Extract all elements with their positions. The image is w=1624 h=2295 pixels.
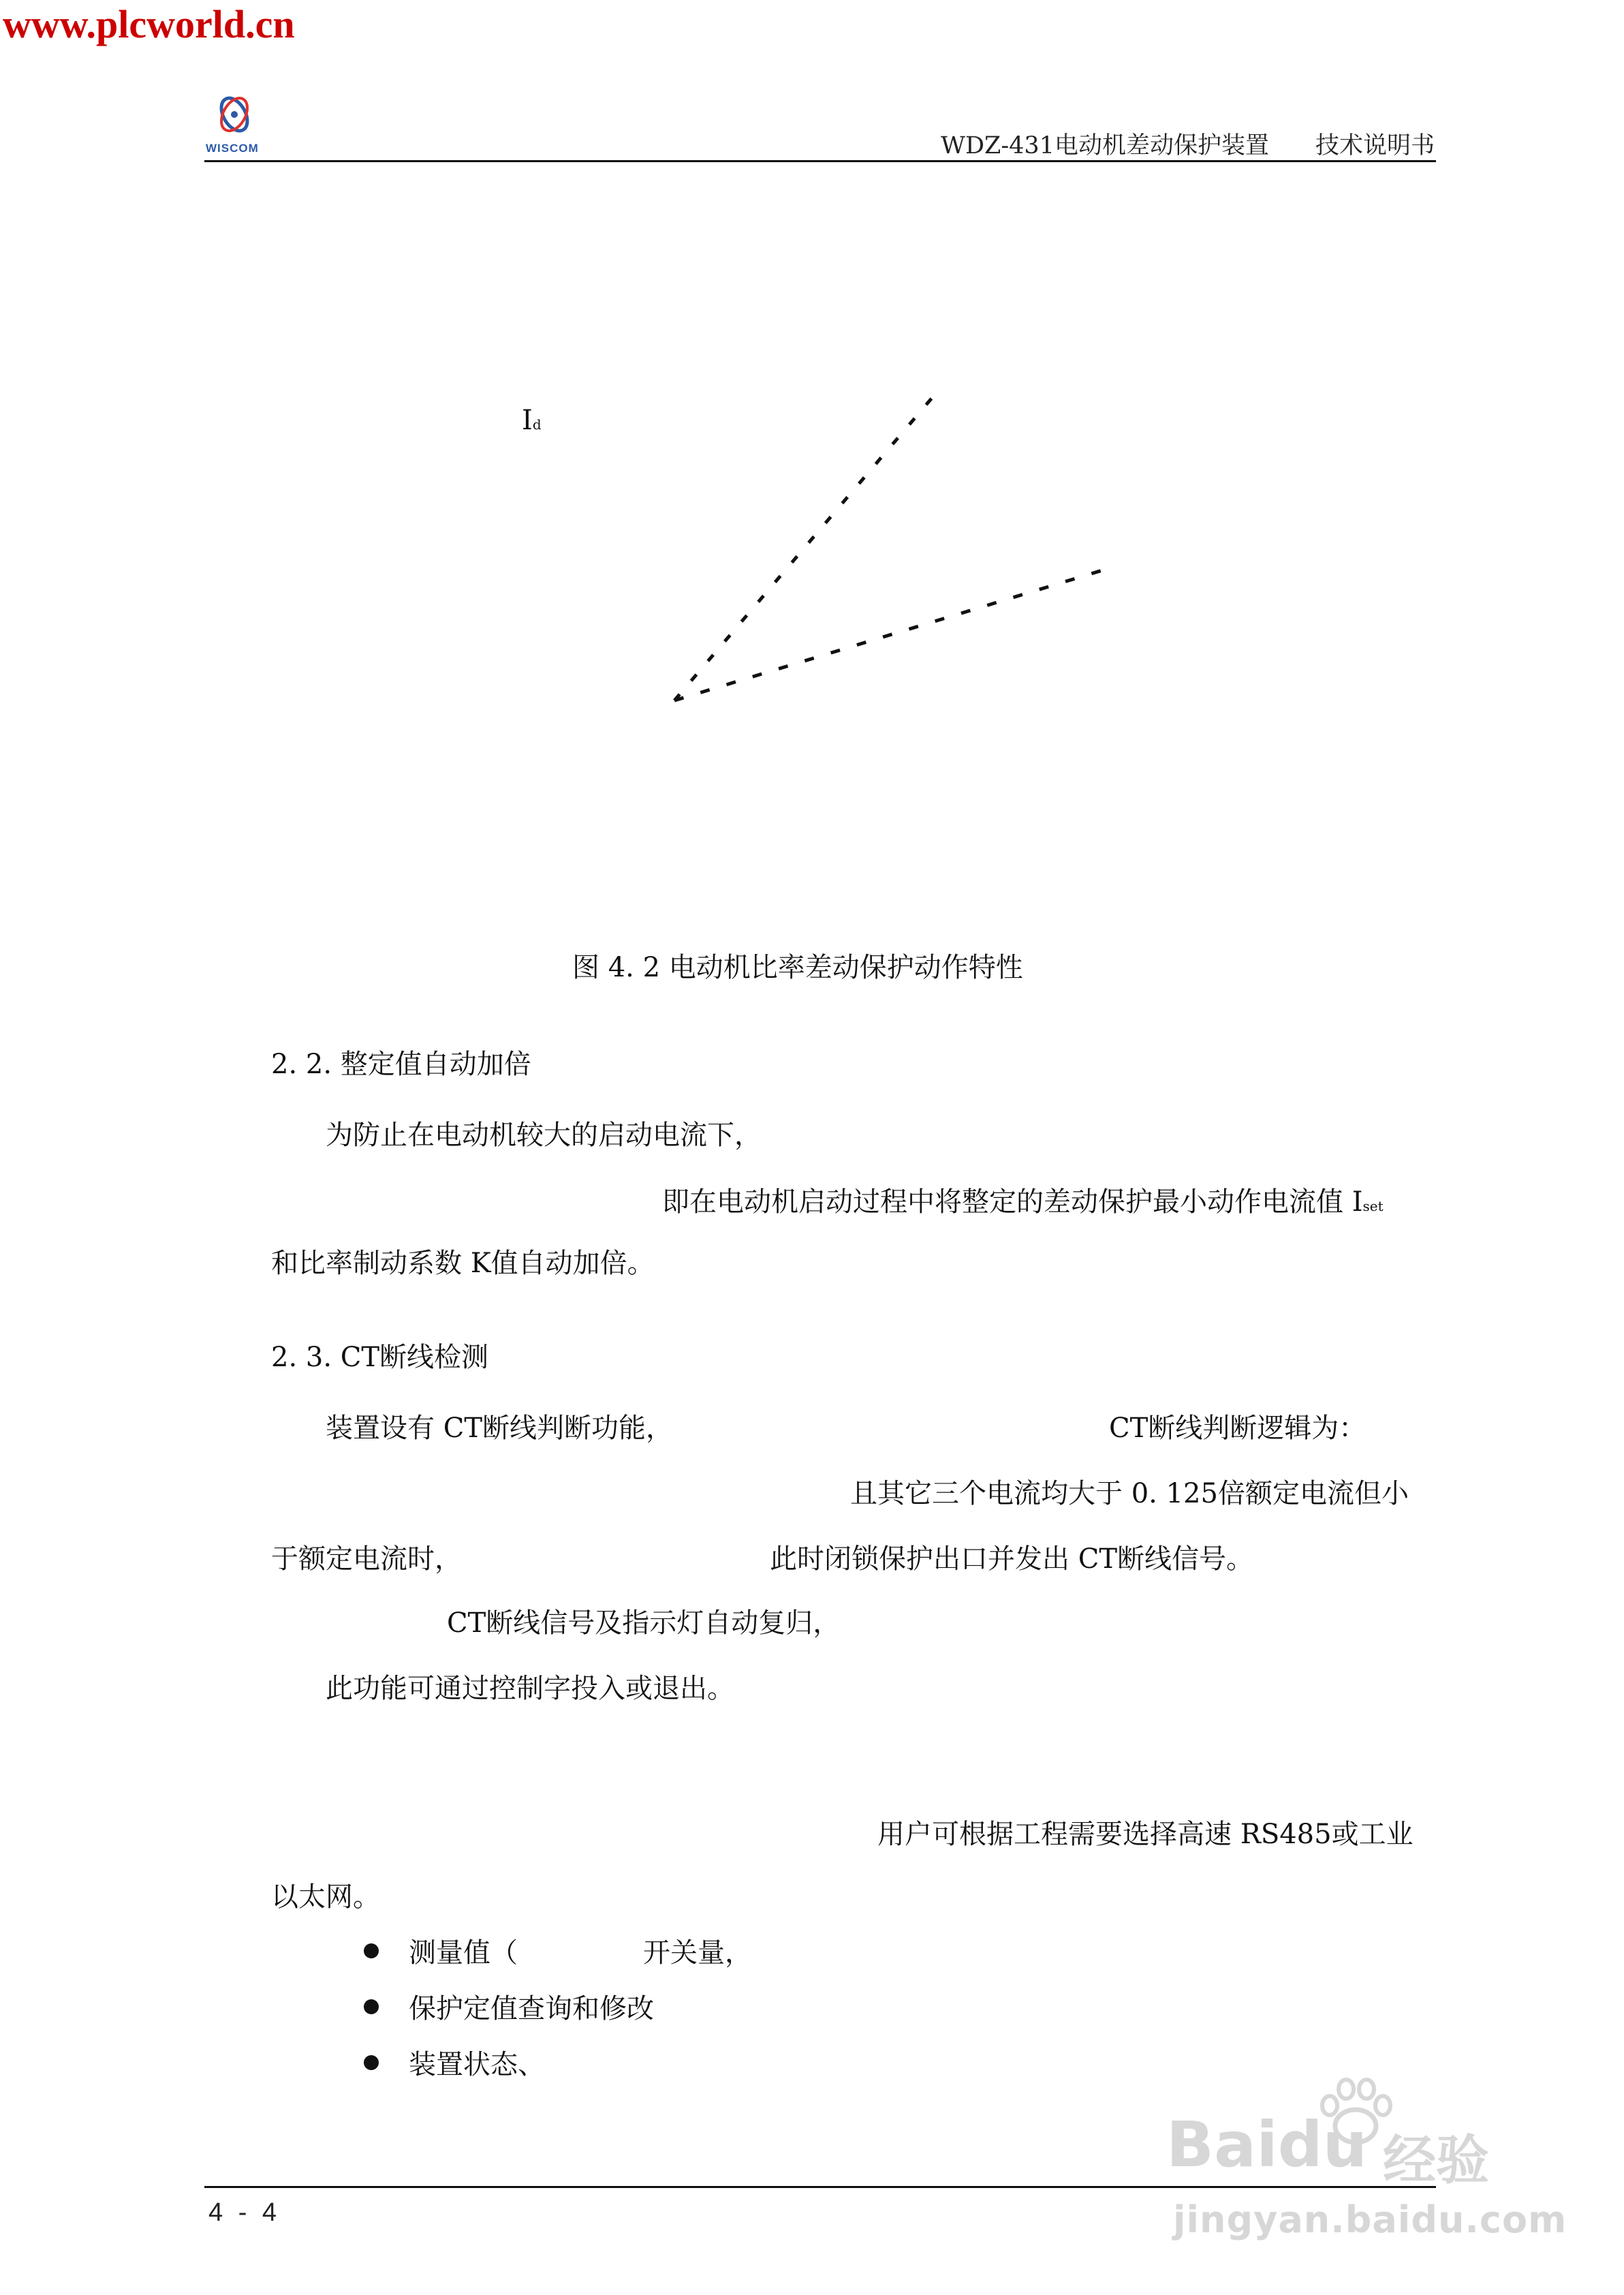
page-number: 4 - 4 — [208, 2198, 281, 2227]
watermark-brand: Baidu — [1166, 2108, 1368, 2181]
header-subtitle: 技术说明书 — [1315, 132, 1435, 159]
paragraph-line: 且其它三个电流均大于 0. 125倍额定电流但小 — [850, 1478, 1409, 1509]
bullet-item: 保护定值查询和修改 — [409, 1993, 654, 2024]
paragraph-line: 此时闭锁保护出口并发出 CT断线信号。 — [770, 1543, 1253, 1575]
section-heading-2-2: 2. 2. 整定值自动加倍 — [271, 1049, 531, 1080]
paragraph-line: 此功能可通过控制字投入或退出。 — [326, 1673, 734, 1704]
figure-caption: 图 4. 2 电动机比率差动保护动作特性 — [572, 952, 1023, 983]
bullet-item: 装置状态、 — [409, 2049, 545, 2080]
shallow-characteristic-line — [674, 566, 1115, 700]
paragraph-line: CT断线信号及指示灯自动复归， — [447, 1607, 841, 1639]
watermark-cn: 经验 — [1383, 2130, 1490, 2191]
logo-text: WISCOM — [206, 142, 259, 155]
paragraph-line: 和比率制动系数 K值自动加倍。 — [271, 1248, 655, 1279]
bullet-item: 测量值（ — [409, 1937, 518, 1969]
y-axis-label: Id — [522, 405, 542, 436]
bullet-icon — [364, 1943, 379, 1958]
paragraph-line: 即在电动机启动过程中将整定的差动保护最小动作电流值 Iset — [662, 1186, 1384, 1218]
paragraph-line: CT断线判断逻辑为： — [1109, 1413, 1367, 1444]
paragraph-line: 以太网。 — [271, 1881, 380, 1913]
paragraph-line: 于额定电流时， — [271, 1543, 462, 1575]
header-title: WDZ-431电动机差动保护装置 — [940, 132, 1269, 159]
bullet-icon — [364, 1999, 379, 2014]
document-header — [941, 127, 1435, 161]
paragraph-line: 用户可根据工程需要选择高速 RS485或工业 — [877, 1819, 1414, 1850]
section-heading-2-3: 2. 3. CT断线检测 — [271, 1342, 489, 1373]
bullet-item-cont: 开关量， — [643, 1937, 752, 1969]
site-url[interactable]: www.plcworld.cn — [3, 2, 295, 46]
footer-rule — [204, 2186, 1436, 2188]
watermark-url: jingyan.baidu.com — [1173, 2198, 1567, 2241]
steep-characteristic-line — [674, 388, 940, 700]
bullet-icon — [364, 2055, 379, 2070]
paragraph-line: 为防止在电动机较大的启动电流下， — [326, 1120, 762, 1151]
header-rule — [204, 160, 1436, 162]
paragraph-line: 装置设有 CT断线判断功能， — [326, 1413, 673, 1444]
